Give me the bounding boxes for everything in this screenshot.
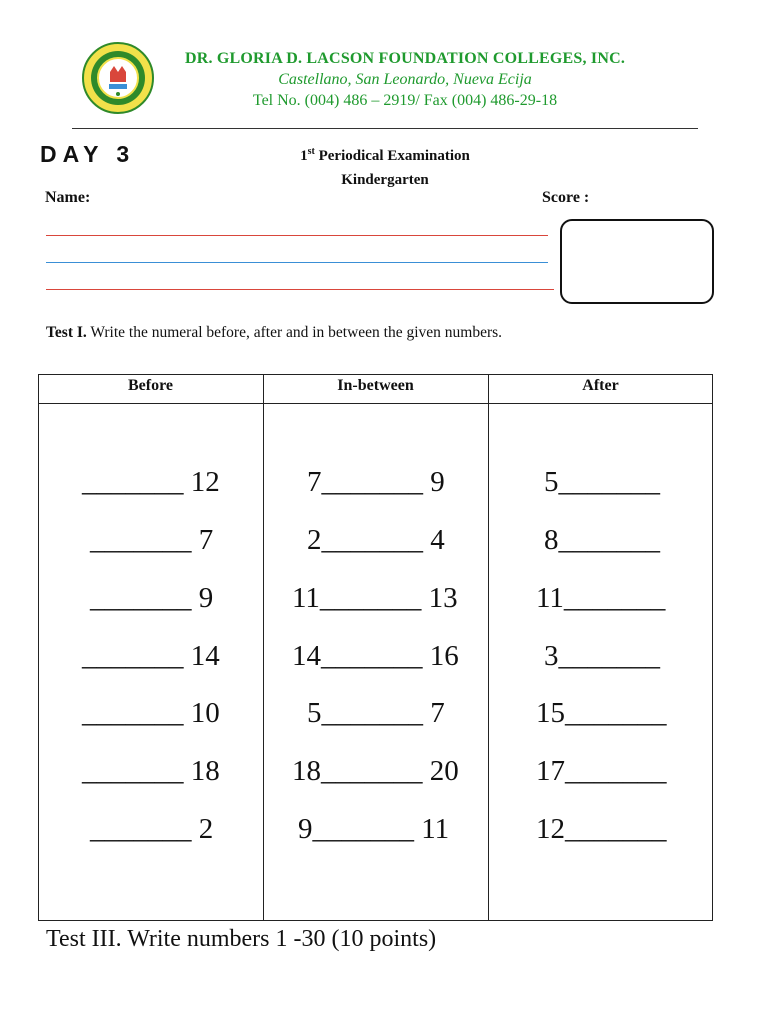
before-item[interactable]: _______ 14 bbox=[82, 640, 220, 672]
exam-title-text: Periodical Examination bbox=[314, 148, 470, 164]
in-between-item[interactable]: 18_______ 20 bbox=[292, 755, 459, 787]
table-column-divider bbox=[488, 374, 489, 921]
after-item[interactable]: 15_______ bbox=[536, 697, 667, 729]
in-between-item[interactable]: 11_______ 13 bbox=[292, 582, 458, 614]
column-header-before: Before bbox=[127, 377, 173, 394]
name-label: Name: bbox=[45, 189, 91, 206]
after-item[interactable]: 5_______ bbox=[544, 466, 660, 498]
school-contact: Tel No. (004) 486 – 2919/ Fax (004) 486-29-18 bbox=[252, 92, 558, 109]
exam-ordinal-suffix: st bbox=[307, 146, 315, 157]
in-between-item[interactable]: 9_______ 11 bbox=[298, 813, 450, 845]
before-item[interactable]: _______ 10 bbox=[82, 697, 220, 729]
school-name: DR. GLORIA D. LACSON FOUNDATION COLLEGES, INC. bbox=[184, 50, 626, 67]
after-item[interactable]: 11_______ bbox=[536, 582, 666, 614]
school-address: Castellano, San Leonardo, Nueva Ecija bbox=[278, 71, 532, 88]
name-writing-line-middle[interactable] bbox=[46, 262, 548, 263]
exam-level: Kindergarten bbox=[341, 172, 429, 188]
test1-text: Write the numeral before, after and in between the given numbers. bbox=[86, 324, 503, 341]
before-item[interactable]: _______ 18 bbox=[82, 755, 220, 787]
before-item[interactable]: _______ 7 bbox=[90, 524, 214, 556]
table-header-divider bbox=[38, 403, 713, 404]
header-divider bbox=[72, 128, 698, 129]
before-item[interactable]: _______ 12 bbox=[82, 466, 220, 498]
before-item[interactable]: _______ 2 bbox=[90, 813, 214, 845]
table-column-divider bbox=[263, 374, 264, 921]
after-item[interactable]: 3_______ bbox=[544, 640, 660, 672]
school-seal-logo bbox=[82, 42, 154, 114]
after-item[interactable]: 17_______ bbox=[536, 755, 667, 787]
score-box[interactable] bbox=[560, 219, 714, 304]
column-header-in-between: In-between bbox=[337, 377, 414, 394]
in-between-item[interactable]: 14_______ 16 bbox=[292, 640, 459, 672]
in-between-item[interactable]: 2_______ 4 bbox=[307, 524, 445, 556]
name-writing-line-bottom[interactable] bbox=[46, 289, 554, 290]
exam-ordinal: 1 bbox=[300, 148, 308, 164]
after-item[interactable]: 12_______ bbox=[536, 813, 667, 845]
after-item[interactable]: 8_______ bbox=[544, 524, 660, 556]
test3-instruction: Test III. Write numbers 1 -30 (10 points) bbox=[46, 926, 437, 952]
score-label: Score : bbox=[542, 189, 590, 206]
test1-instruction bbox=[46, 324, 502, 342]
in-between-item[interactable]: 5_______ 7 bbox=[307, 697, 445, 729]
day-label: DAY 3 bbox=[40, 141, 136, 167]
before-item[interactable]: _______ 9 bbox=[90, 582, 214, 614]
exam-title bbox=[240, 140, 530, 192]
test1-label: Test I. bbox=[46, 324, 87, 341]
name-writing-line-top[interactable] bbox=[46, 235, 548, 236]
in-between-item[interactable]: 7_______ 9 bbox=[307, 466, 445, 498]
column-header-after: After bbox=[582, 377, 619, 394]
school-header bbox=[160, 48, 650, 111]
